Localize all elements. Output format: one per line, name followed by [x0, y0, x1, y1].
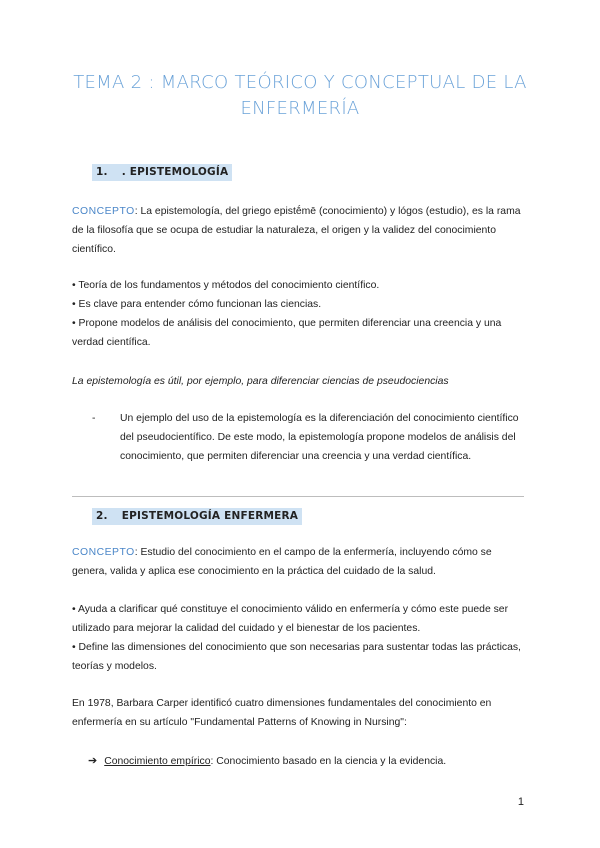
- arrow-item-term: Conocimiento empírico: [104, 756, 211, 767]
- arrow-list-item: [88, 752, 446, 771]
- list-item: • Ayuda a clarificar qué constituye el conocimiento válido en enfermería y cómo este puede ser utilizado para mejorar la calidad del cuidado y el bienestar de los pacientes.: [72, 604, 509, 634]
- bullet-list: [72, 600, 528, 676]
- list-item: • Propone modelos de análisis del conocimiento, que permiten diferenciar una creencia y una verdad científica.: [72, 318, 502, 348]
- carper-paragraph: En 1978, Barbara Carper identificó cuatro dimensiones fundamentales del conocimiento en enfermería en su artículo "Fundamental Patterns of Knowing in Nursing":: [72, 698, 492, 728]
- dash-marker: -: [92, 413, 96, 424]
- concept-paragraph: [72, 202, 528, 259]
- concept-text: : Estudio del conocimiento en el campo de la enfermería, incluyendo cómo se genera, valida y aplica ese conocimiento en la práctica del cuidado de la salud.: [72, 547, 492, 577]
- section-number: 1.: [96, 166, 108, 178]
- concept-paragraph: [72, 543, 528, 581]
- section-title: EPISTEMOLOGÍA ENFERMERA: [121, 510, 299, 522]
- page-number: 1: [517, 796, 524, 808]
- italic-note: La epistemología es útil, por ejemplo, para diferenciar ciencias de pseudociencias: [72, 376, 449, 387]
- page-title: TEMA 2 : MARCO TEÓRICO Y CONCEPTUAL DE LA ENFERMERÍA: [73, 72, 527, 119]
- dash-list-item: [92, 409, 528, 466]
- concept-label: CONCEPTO: [72, 206, 135, 217]
- dash-item-text: Un ejemplo del uso de la epistemología es la diferenciación del conocimiento científico del pseudocientífico. De este modo, la epistemología propone modelos de análisis del conocimiento, que permiten diferenciar una creencia y una verdad científica.: [120, 413, 519, 462]
- bullet-list: [72, 276, 528, 352]
- concept-label: CONCEPTO: [72, 547, 135, 558]
- section-number: 2.: [96, 510, 108, 522]
- section-heading-epistemologia-enfermera: [92, 510, 302, 522]
- list-item: • Teoría de los fundamentos y métodos del conocimiento científico.: [72, 280, 380, 291]
- concept-text: : La epistemología, del griego epistḗmē (conocimiento) y lógos (estudio), es la rama de la filosofía que se ocupa de estudiar la naturaleza, el origen y la validez del conocimiento científico.: [72, 206, 521, 255]
- section-heading-epistemologia: [92, 166, 232, 178]
- list-item: • Define las dimensiones del conocimiento que son necesarias para sustentar todas las prácticas, teorías y modelos.: [72, 642, 521, 672]
- divider: [72, 496, 524, 497]
- section-title: . EPISTEMOLOGÍA: [121, 166, 229, 178]
- list-item: • Es clave para entender cómo funcionan las ciencias.: [72, 299, 322, 310]
- arrow-right-icon: ➔: [88, 755, 98, 767]
- arrow-item-text: : Conocimiento basado en la ciencia y la evidencia.: [210, 756, 447, 767]
